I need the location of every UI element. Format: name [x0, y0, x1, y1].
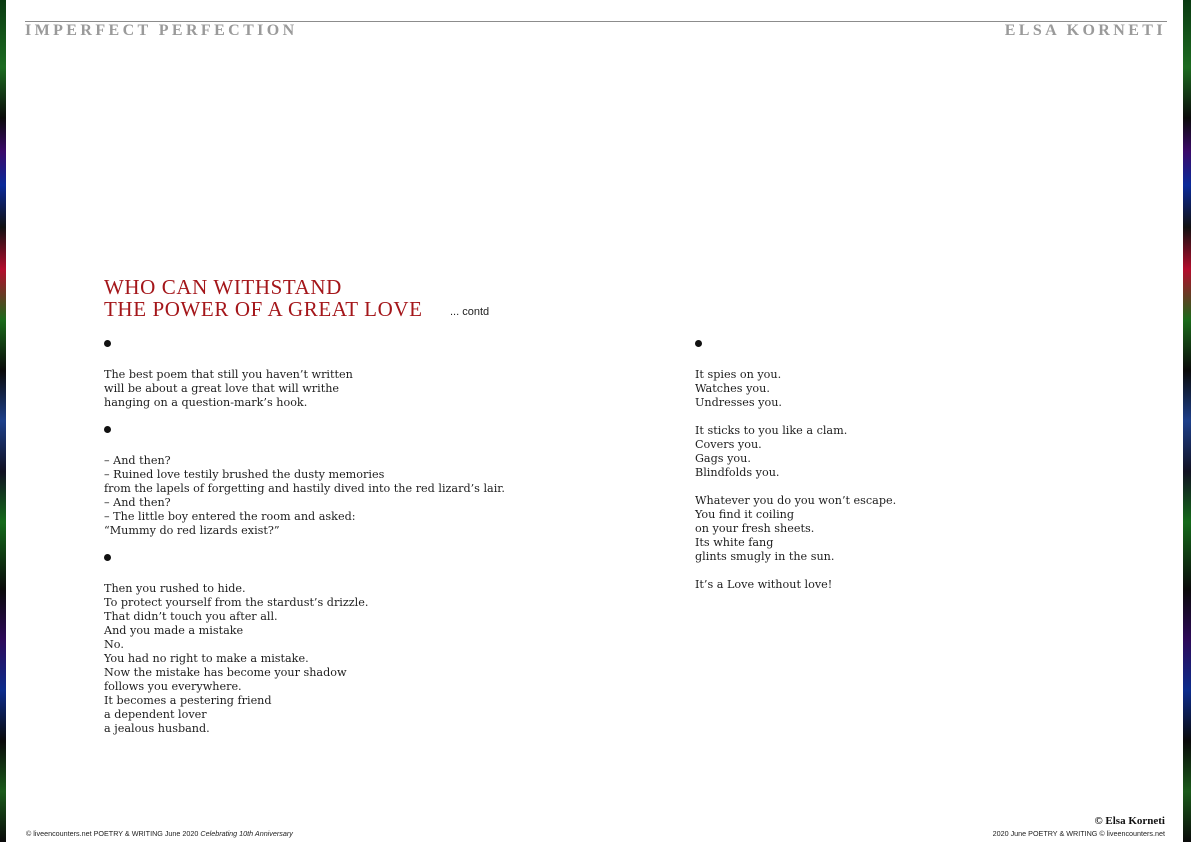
footer-left-text: © liveencounters.net POETRY & WRITING June 2020: [26, 829, 199, 838]
footer-author-credit: © Elsa Korneti: [1094, 815, 1165, 827]
poem-line: – And then?: [104, 454, 171, 467]
poem-line: You find it coiling: [695, 508, 795, 521]
poem-line: follows you everywhere.: [104, 680, 242, 693]
bullet-icon: [104, 552, 584, 566]
stanza: [104, 582, 584, 736]
poem-title-line-2: THE POWER OF A GREAT LOVE: [104, 297, 423, 321]
poem-line: glints smugly in the sun.: [695, 550, 835, 563]
left-decorative-edge: [0, 0, 6, 842]
poem-line: a jealous husband.: [104, 722, 210, 735]
poem-line: Undresses you.: [695, 396, 782, 409]
poem-line: “Mummy do red lizards exist?”: [104, 524, 280, 537]
footer-left: [26, 829, 293, 838]
footer-right: 2020 June POETRY & WRITING © liveencounters.net: [992, 829, 1165, 838]
bullet-icon: [104, 424, 584, 438]
poem-line: – And then?: [104, 496, 171, 509]
poem-line: Whatever you do you won’t escape.: [695, 494, 897, 507]
poem-line: The best poem that still you haven’t written: [104, 368, 353, 381]
poem-line: – Ruined love testily brushed the dusty memories: [104, 468, 385, 481]
poem-line: – The little boy entered the room and asked:: [104, 510, 356, 523]
poem-line: Now the mistake has become your shadow: [104, 666, 347, 679]
poem-line: on your fresh sheets.: [695, 522, 815, 535]
poem-line: It spies on you.: [695, 368, 782, 381]
poem-line: Gags you.: [695, 452, 751, 465]
poem-line: That didn’t touch you after all.: [104, 610, 278, 623]
poem-line: from the lapels of forgetting and hastily dived into the red lizard’s lair.: [104, 482, 505, 495]
author-header: ELSA KORNETI: [1004, 22, 1166, 39]
poem-line: Watches you.: [695, 382, 770, 395]
stanza: [695, 494, 1115, 564]
poem-title-line-1: WHO CAN WITHSTAND: [104, 275, 342, 299]
continued-marker: ... contd: [450, 306, 490, 318]
magazine-section-title: IMPERFECT PERFECTION: [25, 22, 298, 39]
footer-anniversary: Celebrating 10th Anniversary: [200, 829, 293, 838]
poem-line: It’s a Love without love!: [695, 578, 833, 591]
poem-line: a dependent lover: [104, 708, 207, 721]
stanza: [695, 368, 1115, 410]
poem-line: It sticks to you like a clam.: [695, 424, 848, 437]
poem-right-column: [695, 338, 1115, 592]
poem-line: Covers you.: [695, 438, 762, 451]
poem-line: hanging on a question-mark’s hook.: [104, 396, 308, 409]
poem-line: will be about a great love that will writhe: [104, 382, 340, 395]
poem-line: It becomes a pestering friend: [104, 694, 272, 707]
poem-line: To protect yourself from the stardust’s drizzle.: [104, 596, 369, 609]
stanza: [695, 578, 1115, 592]
poem-line: And you made a mistake: [104, 624, 244, 637]
poem-left-column: [104, 338, 584, 736]
poem-line: Its white fang: [695, 536, 774, 549]
poem-line: Blindfolds you.: [695, 466, 780, 479]
right-decorative-edge: [1183, 0, 1191, 842]
bullet-icon: [104, 338, 584, 352]
poem-line: You had no right to make a mistake.: [104, 652, 309, 665]
stanza: [695, 424, 1115, 480]
bullet-icon: [695, 338, 1115, 352]
poem-line: Then you rushed to hide.: [104, 582, 246, 595]
stanza: [104, 454, 584, 538]
stanza: [104, 368, 584, 410]
poem-title: [104, 276, 423, 320]
poem-line: No.: [104, 638, 124, 651]
